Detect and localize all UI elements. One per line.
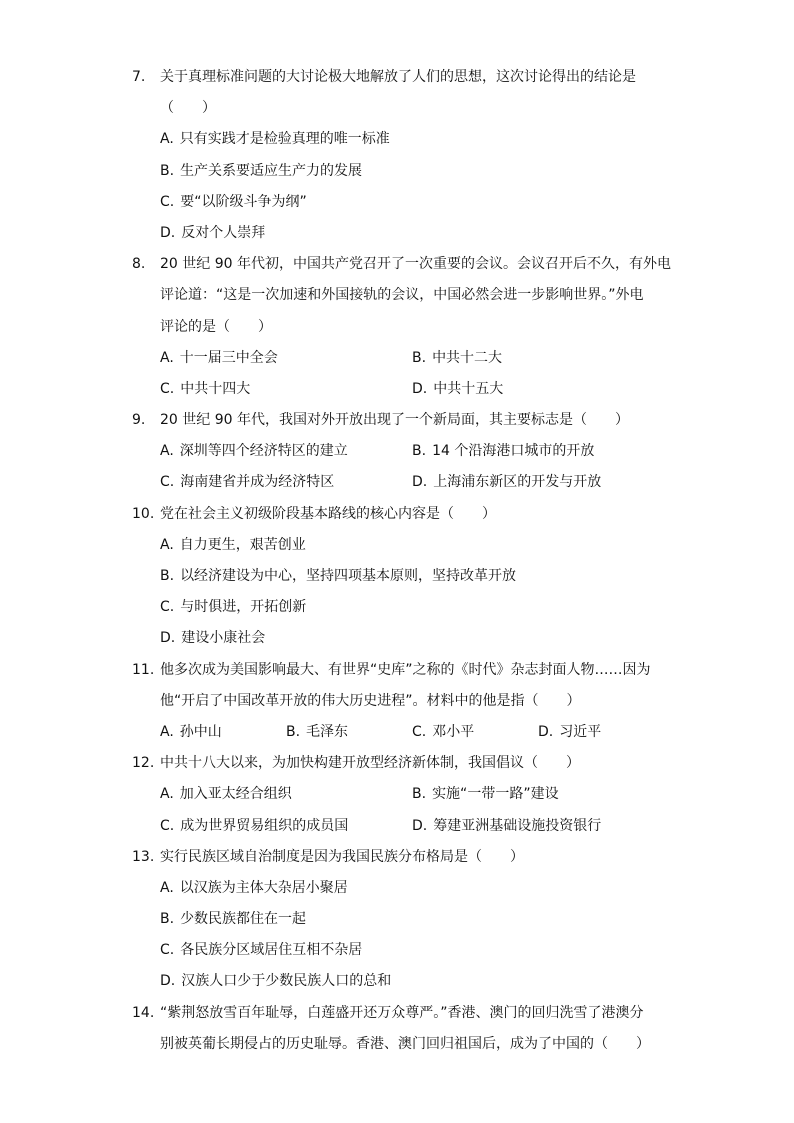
option-d[interactable] [412, 374, 664, 405]
option-text: 14 个沿海港口城市的开放 [432, 443, 595, 460]
option-row [132, 811, 674, 842]
question-stem-line [132, 249, 674, 280]
option-text: 中共十五大 [433, 380, 504, 397]
option-b[interactable] [160, 904, 306, 935]
question-stem-continuation: （ ） [160, 100, 216, 117]
question-stem-text: 中共十八大以来，为加快构建开放型经济新体制，我国倡议（ ） [160, 755, 580, 772]
question-stem-text: 他多次成为美国影响最大、有世界“史库”之称的《时代》杂志封面人物……因为 [160, 661, 651, 678]
question-stem-continuation: 他“开启了中国改革开放的伟大历史进程”。材料中的他是指（ ） [160, 692, 581, 709]
question-10 [132, 499, 674, 655]
option-row [132, 779, 674, 810]
option-letter: D. [538, 723, 554, 740]
option-text: 深圳等四个经济特区的建立 [179, 443, 348, 460]
option-row [132, 436, 674, 467]
option-letter: D. [412, 380, 428, 397]
option-letter: C. [160, 942, 175, 959]
option-letter: A. [160, 879, 174, 896]
option-c[interactable] [160, 187, 307, 218]
option-text: 中共十二大 [432, 349, 503, 366]
option-row [132, 156, 674, 187]
option-letter: A. [160, 349, 174, 366]
option-text: 十一届三中全会 [179, 349, 278, 366]
option-letter: A. [160, 536, 174, 553]
option-letter: D. [412, 817, 428, 834]
option-text: 上海浦东新区的开发与开放 [433, 474, 602, 491]
question-stem-line [132, 499, 674, 530]
question-stem-text: 党在社会主义初级阶段基本路线的核心内容是（ ） [160, 505, 496, 522]
option-a[interactable] [160, 436, 412, 467]
question-7 [132, 62, 674, 249]
question-12 [132, 748, 674, 842]
option-c[interactable] [160, 374, 412, 405]
option-text: 邓小平 [432, 723, 475, 740]
option-row [132, 187, 674, 218]
option-letter: D. [160, 630, 176, 647]
option-d[interactable] [160, 218, 265, 249]
option-text: 与时俱进，开拓创新 [180, 599, 307, 616]
option-text: 毛泽东 [306, 723, 349, 740]
option-text: 自力更生，艰苦创业 [179, 536, 306, 553]
option-text: 要“以阶级斗争为纲” [180, 193, 307, 210]
option-b[interactable] [412, 343, 664, 374]
question-number: 11. [132, 661, 155, 678]
option-row [132, 467, 674, 498]
option-text: 生产关系要适应生产力的发展 [180, 162, 363, 179]
question-stem-text: 关于真理标准问题的大讨论极大地解放了人们的思想，这次讨论得出的结论是 [160, 69, 636, 85]
option-c[interactable] [160, 811, 412, 842]
option-d[interactable] [412, 467, 664, 498]
option-letter: B. [412, 786, 427, 803]
option-text: 汉族人口少于少数民族人口的总和 [181, 973, 392, 990]
option-a[interactable] [160, 779, 412, 810]
option-letter: B. [412, 349, 427, 366]
question-stem-line [132, 748, 674, 779]
question-number: 9. [132, 412, 146, 429]
option-a[interactable] [160, 530, 306, 561]
option-letter: C. [160, 380, 175, 397]
option-row [132, 343, 674, 374]
question-stem-text: 实行民族区域自治制度是因为我国民族分布格局是（ ） [160, 848, 524, 865]
option-text: 少数民族都住在一起 [180, 911, 307, 928]
option-text: 中共十四大 [180, 380, 251, 397]
option-row [132, 966, 674, 997]
option-letter: D. [160, 973, 176, 990]
option-d[interactable] [160, 623, 265, 654]
question-number: 10. [132, 505, 155, 522]
option-letter: B. [286, 723, 301, 740]
question-stem-text: 20 世纪 90 年代，我国对外开放出现了一个新局面，其主要标志是（ ） [160, 412, 629, 429]
option-row [132, 717, 674, 748]
option-letter: C. [160, 599, 175, 616]
option-row [132, 623, 674, 654]
option-letter: B. [160, 162, 175, 179]
option-a[interactable] [160, 717, 286, 748]
option-letter: C. [160, 193, 175, 210]
option-letter: A. [160, 723, 174, 740]
question-stem-line [132, 405, 674, 436]
option-c[interactable] [412, 717, 538, 748]
option-c[interactable] [160, 592, 306, 623]
option-b[interactable] [412, 436, 664, 467]
option-text: 反对个人崇拜 [181, 224, 266, 241]
option-d[interactable] [412, 811, 664, 842]
question-stem-text: “紫荆怒放雪百年耻辱，白莲盛开还万众尊严。”香港、澳门的回归洗雪了港澳分 [160, 1004, 644, 1021]
option-c[interactable] [160, 467, 412, 498]
option-letter: B. [412, 443, 427, 460]
question-stem-line [132, 998, 674, 1029]
question-stem-continuation: 别被英葡长期侵占的历史耻辱。香港、澳门回归祖国后，成为了中国的（ ） [160, 1035, 650, 1052]
option-text: 建设小康社会 [181, 630, 266, 647]
question-stem-continuation: 评论的是（ ） [160, 318, 272, 335]
option-letter: A. [160, 786, 174, 803]
option-letter: C. [160, 474, 175, 491]
option-text: 海南建省并成为经济特区 [180, 474, 335, 491]
option-row [132, 561, 674, 592]
option-b[interactable] [412, 779, 664, 810]
option-row [132, 904, 674, 935]
option-a[interactable] [160, 343, 412, 374]
question-number: 13. [132, 848, 155, 865]
option-row [132, 374, 674, 405]
option-letter: B. [160, 568, 175, 584]
option-letter: D. [160, 224, 176, 241]
question-stem-line [132, 842, 674, 873]
question-number: 7. [132, 69, 146, 85]
option-a[interactable] [160, 124, 390, 155]
option-letter: C. [160, 817, 175, 834]
option-text: 各民族分区域居住互相不杂居 [180, 942, 363, 959]
option-text: 实施“一带一路”建设 [432, 786, 559, 803]
option-row [132, 530, 674, 561]
option-text: 只有实践才是检验真理的唯一标准 [179, 131, 390, 148]
option-text: 孙中山 [179, 723, 222, 740]
option-text: 习近平 [559, 723, 602, 740]
question-stem-line [132, 655, 674, 686]
question-9 [132, 405, 674, 499]
option-row [132, 935, 674, 966]
option-row [132, 873, 674, 904]
option-letter: D. [412, 474, 428, 491]
option-text: 以汉族为主体大杂居小聚居 [179, 879, 348, 896]
option-letter: A. [160, 443, 174, 460]
option-b[interactable] [160, 561, 516, 592]
option-letter: A. [160, 131, 174, 148]
option-text: 成为世界贸易组织的成员国 [180, 817, 349, 834]
option-letter: C. [412, 723, 427, 740]
option-a[interactable] [160, 873, 348, 904]
question-number: 8. [132, 256, 146, 273]
option-row [132, 218, 674, 249]
option-text: 筹建亚洲基础设施投资银行 [433, 817, 602, 834]
question-stem-text: 20 世纪 90 年代初，中国共产党召开了一次重要的会议。会议召开后不久，有外电 [160, 256, 671, 273]
question-number: 12. [132, 755, 155, 772]
option-b[interactable] [160, 156, 362, 187]
question-11 [132, 655, 674, 749]
question-8 [132, 249, 674, 405]
option-letter: B. [160, 911, 175, 928]
option-c[interactable] [160, 935, 362, 966]
option-d[interactable] [538, 717, 664, 748]
question-14 [132, 998, 674, 1060]
question-stem-line [132, 62, 674, 93]
option-text: 加入亚太经合组织 [179, 786, 292, 803]
option-row [132, 592, 674, 623]
question-13 [132, 842, 674, 998]
question-number: 14. [132, 1004, 155, 1021]
option-d[interactable] [160, 966, 391, 997]
question-stem-continuation: 评论道：“这是一次加速和外国接轨的会议，中国必然会进一步影响世界。”外电 [160, 287, 644, 304]
option-text: 以经济建设为中心，坚持四项基本原则，坚持改革开放 [180, 568, 517, 584]
option-row [132, 124, 674, 155]
option-b[interactable] [286, 717, 412, 748]
